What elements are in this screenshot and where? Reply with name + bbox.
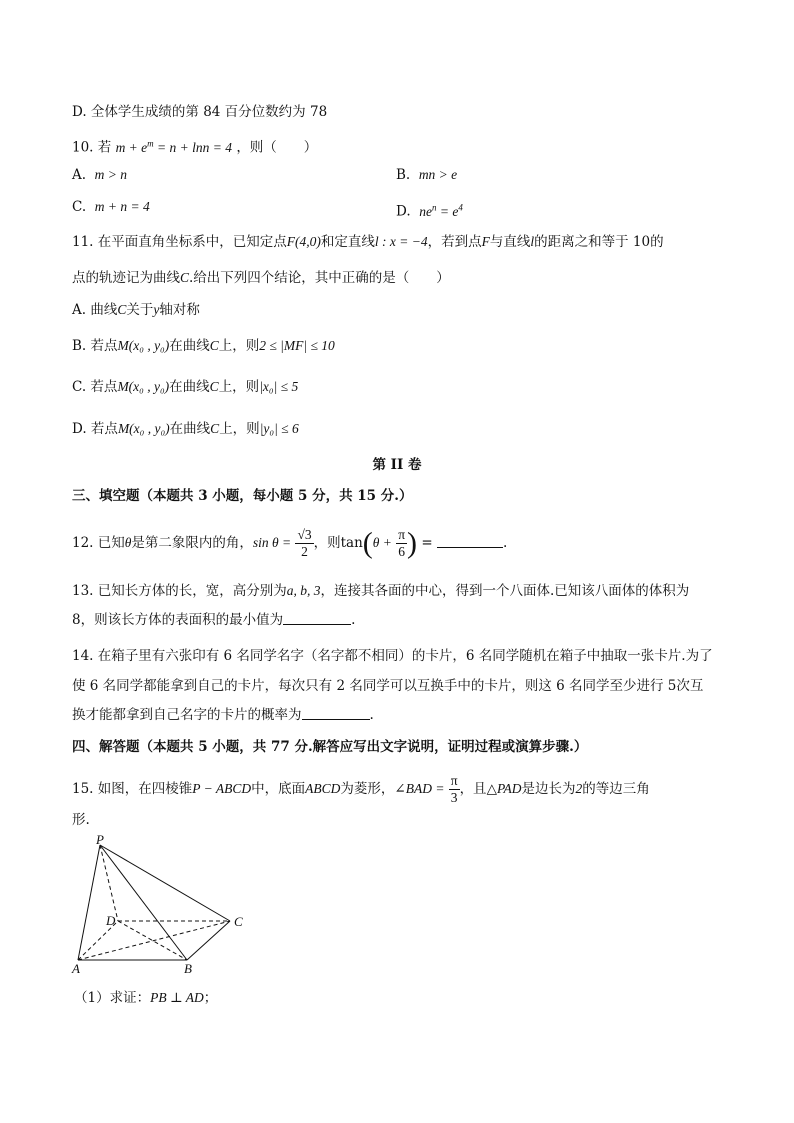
label-P: P bbox=[96, 833, 104, 847]
pyramid-figure bbox=[66, 833, 256, 978]
edge-PB bbox=[100, 845, 187, 960]
q13-answer-blank[interactable] bbox=[283, 612, 351, 625]
section3-heading: 三、填空题（本题共 3 小题，每小题 5 分，共 15 分.） bbox=[72, 488, 413, 504]
section4-heading: 四、解答题（本题共 5 小题，共 77 分.解答应写出文字说明，证明过程或演算步骤.） bbox=[72, 739, 588, 755]
q15-stem: 15. 如图，在四棱锥P − ABCD中，底面ABCD为菱形，∠BAD = $\frac{\pi}{3}$ ，且△PAD是边长为2的等边三角 bbox=[72, 773, 650, 805]
q12-pi-fraction: $\frac{\pi}{6}$ bbox=[398, 527, 406, 559]
q11-option-b: B. 若点M(x₀ , y₀)在曲线C上，则2 ≤ |MF| ≤ 10 bbox=[72, 338, 335, 354]
diag-AC bbox=[78, 921, 230, 960]
q14-answer-blank[interactable] bbox=[302, 707, 370, 720]
q10-stem bbox=[72, 133, 317, 158]
q10-math: $m + e^m = n + \ln n = 4$ bbox=[115, 138, 233, 155]
q11-stem-line2: 点的轨迹记为曲线C.给出下列四个结论，其中正确的是（ ） bbox=[72, 270, 450, 286]
q9-option-d: D. 全体学生成绩的第 84 百分位数约为 78 bbox=[72, 104, 328, 120]
q10-option-a: A. m > n bbox=[72, 167, 127, 183]
q15-line2: 形. bbox=[72, 812, 90, 828]
q12-sin-fraction: $\frac{√3}{2}$ bbox=[297, 527, 312, 559]
q10-suffix: ，则（ ） bbox=[236, 139, 318, 156]
q14-line1: 14. 在箱子里有六张印有 6 名同学名字（名字都不相同）的卡片，6 名同学随机在箱子中抽取一张卡片.为了 bbox=[72, 648, 713, 664]
label-C: C bbox=[234, 914, 243, 929]
q11-option-d: D. 若点M(x₀ , y₀)在曲线C上，则|y₀| ≤ 6 bbox=[72, 421, 299, 437]
q10-option-c: C. m + n = 4 bbox=[72, 199, 150, 215]
edge-PC bbox=[100, 845, 230, 921]
edge-PA bbox=[78, 845, 100, 960]
q14-line2: 使 6 名同学都能拿到自己的卡片，每次只有 2 名同学可以互换手中的卡片，则这 6 名同学至少进行 5次互 bbox=[72, 678, 704, 694]
q15-sub1: （1）求证：PB ⊥ AD； bbox=[74, 990, 218, 1006]
q11-option-a: A. 曲线C关于y轴对称 bbox=[72, 302, 200, 318]
label-B: B bbox=[184, 961, 192, 976]
q10-option-d: D. $ne^n = e^4$ bbox=[396, 202, 463, 220]
part2-title: 第 II 卷 bbox=[372, 457, 422, 473]
q13-line1: 13. 已知长方体的长，宽，高分别为a, b, 3，连接其各面的中心，得到一个八面体.已知该八面体的体积为 bbox=[72, 583, 690, 599]
q11-option-c: C. 若点M(x₀ , y₀)在曲线C上，则|x₀| ≤ 5 bbox=[72, 379, 299, 395]
q12-stem: 12. 已知θ是第二象限内的角，sin θ = $\frac{√3}{2}$ ，则tan(θ + $\frac{\pi}{6}$ ) = . bbox=[72, 526, 508, 560]
q10-prefix: 10. 若 bbox=[72, 139, 112, 156]
q14-line3: 换才能都拿到自己名字的卡片的概率为 . bbox=[72, 707, 374, 723]
label-A: A bbox=[72, 961, 80, 976]
q11-stem-line1: 11. 在平面直角坐标系中，已知定点F(4,0)和定直线l : x = −4，若到点F与直线l的距离之和等于 10的 bbox=[72, 234, 664, 250]
q12-answer-blank[interactable] bbox=[437, 535, 503, 548]
q15-angle-fraction: $\frac{\pi}{3}$ bbox=[450, 773, 458, 805]
label-D: D bbox=[106, 913, 116, 928]
q13-line2: 8，则该长方体的表面积的最小值为 . bbox=[72, 612, 356, 628]
q10-option-b: B. mn > e bbox=[396, 167, 458, 183]
